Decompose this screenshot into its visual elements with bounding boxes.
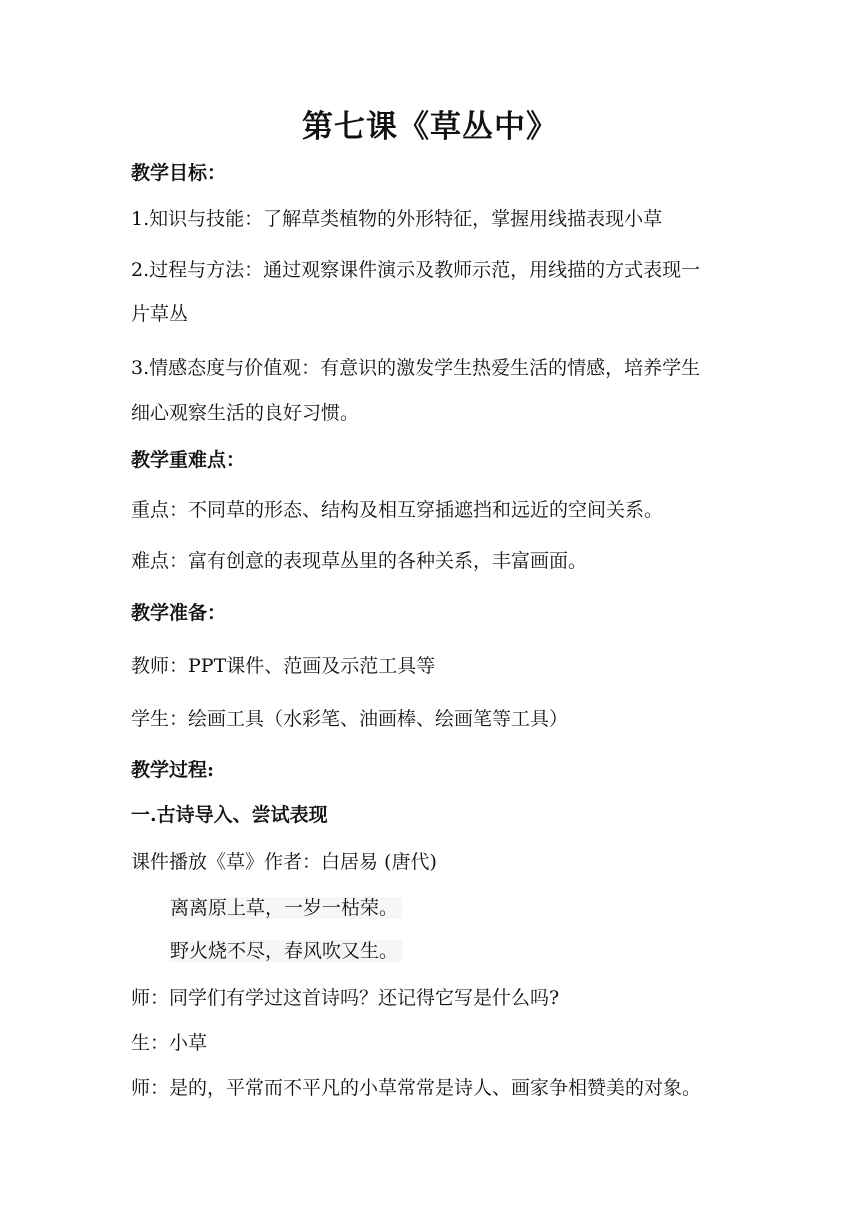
dialog-student-1: 生：小草 xyxy=(131,1032,208,1054)
key-point-text: 重点：不同草的形态、结构及相互穿插遮挡和远近的空间关系。 xyxy=(131,499,664,521)
poem-intro: 课件播放《草》作者：白居易 (唐代) xyxy=(131,851,437,873)
poem-line-1 xyxy=(170,895,402,921)
goal-emotion-line-2: 细心观察生活的良好习惯。 xyxy=(131,402,360,424)
section-1-heading: 一.古诗导入、尝试表现 xyxy=(131,804,328,826)
goal-emotion-line-1: 3.情感态度与价值观：有意识的激发学生热爱生活的情感，培养学生 xyxy=(131,357,701,379)
preparation-heading: 教学准备： xyxy=(131,602,227,624)
goals-heading: 教学目标： xyxy=(131,162,227,184)
poem-line-1-text: 离离原上草，一岁一枯荣。 xyxy=(170,897,402,919)
key-points-heading: 教学重难点： xyxy=(131,449,246,471)
preparation-teacher: 教师：PPT课件、范画及示范工具等 xyxy=(131,655,436,677)
goal-process-line-2: 片草丛 xyxy=(131,303,189,325)
dialog-teacher-2: 师：是的，平常而不平凡的小草常常是诗人、画家争相赞美的对象。 xyxy=(131,1077,702,1099)
poem-line-2 xyxy=(170,938,402,964)
goal-knowledge: 1.知识与技能：了解草类植物的外形特征，掌握用线描表现小草 xyxy=(131,208,663,230)
process-heading: 教学过程: xyxy=(131,759,215,781)
preparation-student: 学生：绘画工具（水彩笔、油画棒、绘画笔等工具） xyxy=(131,708,569,730)
poem-line-2-text: 野火烧不尽，春风吹又生。 xyxy=(170,940,402,962)
dialog-teacher-1: 师：同学们有学过这首诗吗？还记得它写是什么吗? xyxy=(131,987,560,1009)
document-title: 第七课《草丛中》 xyxy=(302,109,558,145)
goal-process-line-1: 2.过程与方法：通过观察课件演示及教师示范，用线描的方式表现一 xyxy=(131,259,701,281)
difficulty-text: 难点：富有创意的表现草丛里的各种关系，丰富画面。 xyxy=(131,550,588,572)
